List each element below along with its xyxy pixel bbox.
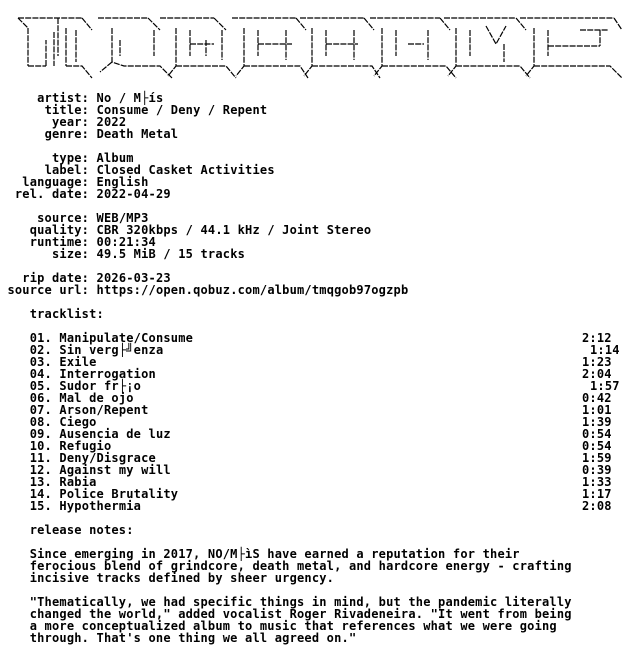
track-title: Deny/Disgrace bbox=[59, 451, 156, 465]
notes-text: "Thematically, we had specific things in mind, but the pandemic literally bbox=[29, 595, 572, 609]
track-number: 02. bbox=[29, 343, 52, 357]
notes-line bbox=[0, 572, 572, 584]
track-number: 09. bbox=[29, 427, 52, 441]
logo-letter-8 bbox=[520, 18, 622, 78]
track-title: Sudor fr├¡o bbox=[59, 379, 142, 393]
meta-row-rel-date bbox=[0, 188, 572, 200]
track-duration: 1:33 bbox=[582, 475, 612, 489]
notes-text: incisive tracks defined by sheer urgency. bbox=[29, 571, 335, 585]
meta-key: type: bbox=[51, 151, 90, 165]
track-number: 05. bbox=[29, 379, 52, 393]
meta-key: artist: bbox=[37, 91, 90, 105]
meta-key: label: bbox=[44, 163, 90, 177]
meta-key: runtime: bbox=[29, 235, 90, 249]
track-title: Arson/Repent bbox=[59, 403, 149, 417]
track-title: Hypothermia bbox=[59, 499, 142, 513]
track-duration: 0:54 bbox=[582, 427, 612, 441]
notes-text: Since emerging in 2017, NO/M├ìS have earned a reputation for their bbox=[29, 547, 520, 561]
release-notes-heading bbox=[0, 524, 572, 536]
track-number: 06. bbox=[29, 391, 52, 405]
meta-key: language: bbox=[22, 175, 90, 189]
tracklist bbox=[0, 331, 620, 513]
track-number: 07. bbox=[29, 403, 52, 417]
nfo-text-block bbox=[0, 91, 620, 645]
track-duration: 1:14 bbox=[590, 343, 620, 357]
meta-key: rip date: bbox=[22, 271, 90, 285]
track-number: 14. bbox=[29, 487, 52, 501]
logo-letter-7 bbox=[444, 18, 530, 78]
meta-value: CBR 320kbps / 44.1 kHz / Joint Stereo bbox=[96, 223, 372, 237]
track-duration: 1:39 bbox=[582, 415, 612, 429]
track-number: 04. bbox=[29, 367, 52, 381]
meta-key: quality: bbox=[29, 223, 90, 237]
track-title: Rabia bbox=[59, 475, 97, 489]
track-row bbox=[0, 499, 612, 513]
logo-letter-6 bbox=[370, 18, 456, 78]
track-duration: 2:04 bbox=[582, 367, 612, 381]
track-title: Sin verg├╝enza bbox=[59, 343, 164, 357]
meta-value: 2022-04-29 bbox=[96, 187, 171, 201]
meta-value: English bbox=[96, 175, 149, 189]
source-url-link[interactable]: https://open.qobuz.com/album/tmqgob97ogzpb bbox=[96, 283, 409, 297]
notes-line bbox=[0, 632, 572, 644]
meta-key: title: bbox=[44, 103, 90, 117]
release-notes-label: release notes: bbox=[29, 523, 134, 537]
meta-row-genre bbox=[0, 128, 572, 140]
meta-value: Closed Casket Activities bbox=[96, 163, 275, 177]
track-duration: 2:08 bbox=[582, 499, 612, 513]
track-number: 10. bbox=[29, 439, 52, 453]
track-title: Ciego bbox=[59, 415, 97, 429]
track-title: Against my will bbox=[59, 463, 171, 477]
track-title: Police Brutality bbox=[59, 487, 179, 501]
track-title: Interrogation bbox=[59, 367, 156, 381]
track-duration: 0:39 bbox=[582, 463, 612, 477]
tracklist-heading bbox=[0, 308, 572, 320]
notes-text: changed the world," added vocalist Roger Rivadeneira. "It went from being bbox=[29, 607, 572, 621]
meta-value: 49.5 MiB / 15 tracks bbox=[96, 247, 246, 261]
meta-row-size bbox=[0, 248, 572, 260]
track-duration: 2:12 bbox=[582, 331, 612, 345]
track-duration: 0:54 bbox=[582, 439, 612, 453]
ascii-logo-banner bbox=[0, 0, 632, 86]
meta-key: rel. date: bbox=[14, 187, 90, 201]
logo-letter-m bbox=[160, 18, 236, 78]
meta-key: year: bbox=[51, 115, 90, 129]
meta-value: Consume / Deny / Repent bbox=[96, 103, 268, 117]
notes-text: ferocious blend of grindcore, death metal, and hardcore energy - crafting bbox=[29, 559, 572, 573]
track-number: 11. bbox=[29, 451, 52, 465]
logo-letter-o bbox=[98, 18, 172, 78]
meta-row-source-url bbox=[0, 284, 572, 296]
track-title: Refugio bbox=[59, 439, 112, 453]
track-duration: 1:23 bbox=[582, 355, 612, 369]
track-number: 15. bbox=[29, 499, 52, 513]
meta-value: 00:21:34 bbox=[96, 235, 156, 249]
notes-text: a more conceptualized album to music that references what we were going bbox=[29, 619, 557, 633]
meta-key: genre: bbox=[44, 127, 90, 141]
logo-letter-s bbox=[300, 18, 380, 78]
track-title: Mal de ojo bbox=[59, 391, 134, 405]
logo-letter-n bbox=[18, 18, 92, 78]
notes-text: through. That's one thing we all agreed on." bbox=[29, 631, 357, 645]
track-title: Manipulate/Consume bbox=[59, 331, 194, 345]
track-title: Exile bbox=[59, 355, 97, 369]
meta-value: 2026-03-23 bbox=[96, 271, 171, 285]
meta-value: Album bbox=[96, 151, 134, 165]
meta-value: Death Metal bbox=[96, 127, 179, 141]
tracklist-label: tracklist: bbox=[29, 307, 104, 321]
track-number: 08. bbox=[29, 415, 52, 429]
track-number: 12. bbox=[29, 463, 52, 477]
meta-key: size: bbox=[51, 247, 90, 261]
track-number: 03. bbox=[29, 355, 52, 369]
meta-key: source url: bbox=[7, 283, 90, 297]
track-number: 01. bbox=[29, 331, 52, 345]
track-title: Ausencia de luz bbox=[59, 427, 171, 441]
logo-letter-a bbox=[232, 18, 308, 78]
track-duration: 1:57 bbox=[590, 379, 620, 393]
track-number: 13. bbox=[29, 475, 52, 489]
track-duration: 1:17 bbox=[582, 487, 612, 501]
meta-key: source: bbox=[37, 211, 90, 225]
track-duration: 1:01 bbox=[582, 403, 612, 417]
track-duration: 1:59 bbox=[582, 451, 612, 465]
meta-value: No / M├ís bbox=[96, 91, 164, 105]
track-duration: 0:42 bbox=[582, 391, 612, 405]
meta-value: 2022 bbox=[96, 115, 127, 129]
meta-value: WEB/MP3 bbox=[96, 211, 149, 225]
